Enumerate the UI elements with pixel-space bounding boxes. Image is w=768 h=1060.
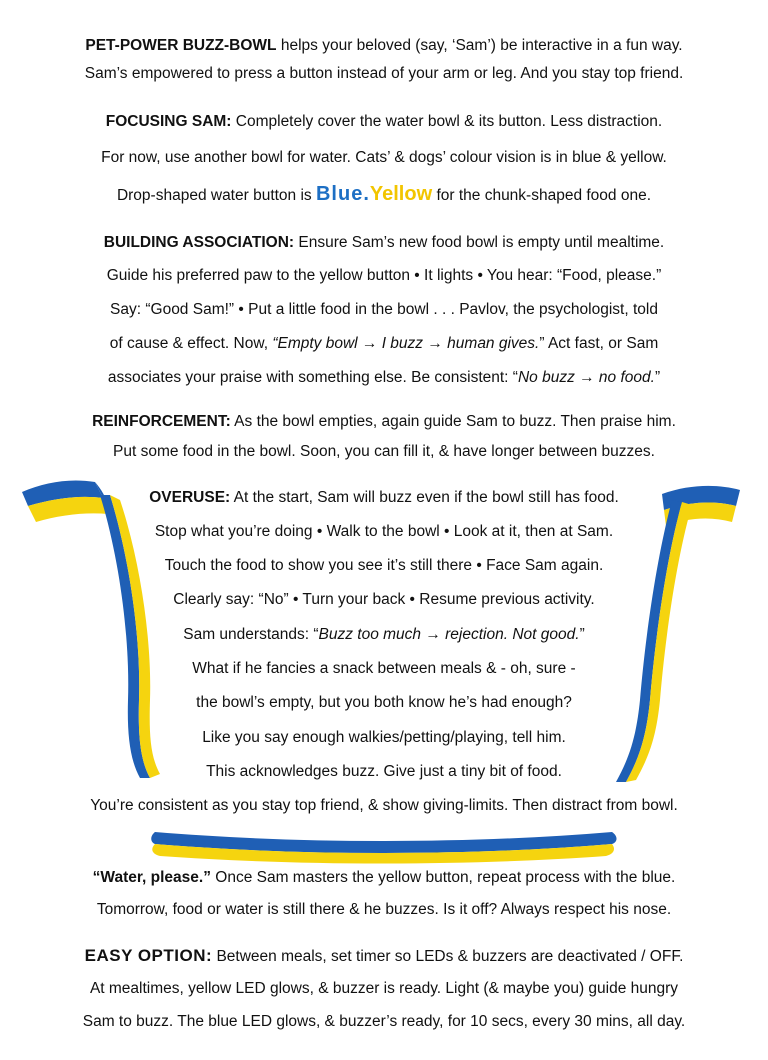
easy-lead: EASY OPTION:: [84, 946, 213, 965]
overuse-line-4: Clearly say: “No” • Turn your back • Resume previous activity.: [173, 591, 595, 608]
bottom-ribbon: [151, 832, 616, 864]
overuse-text: At the start, Sam will buzz even if the bowl still has food.: [230, 489, 619, 506]
association-line-1: [0, 233, 768, 253]
overuse-line-3: Touch the food to show you see it’s still there • Face Sam again.: [164, 557, 604, 574]
association-line-5-italic: No buzz → no food.: [517, 369, 655, 386]
overuse-line-5-end: ”: [579, 626, 585, 643]
blue-word: Blue.: [315, 183, 370, 205]
association-line-2: Guide his preferred paw to the yellow button • It lights • You hear: “Food, please.”: [106, 267, 662, 284]
overuse-line-2: Stop what you’re doing • Walk to the bowl • Look at it, then at Sam.: [154, 523, 614, 540]
focusing-line-1: [0, 112, 768, 132]
overuse-line-6: What if he fancies a snack between meals & - oh, sure -: [192, 660, 576, 677]
easy-line-1: [0, 946, 768, 967]
overuse-lead: OVERUSE:: [149, 489, 231, 506]
easy-line-3: Sam to buzz. The blue LED glows, & buzzer’s ready, for 10 secs, every 30 mins, all day.: [82, 1013, 686, 1030]
association-lead: BUILDING ASSOCIATION:: [103, 234, 295, 251]
overuse-line-9: This acknowledges buzz. Give just a tiny bit of food.: [206, 763, 562, 780]
association-text: Ensure Sam’s new food bowl is empty until mealtime.: [294, 234, 665, 251]
reinforcement-line-2: Put some food in the bowl. Soon, you can fill it, & have longer between buzzes.: [113, 443, 655, 460]
reinforcement-line-1: [0, 412, 768, 432]
water-text: Once Sam masters the yellow button, repeat process with the blue.: [210, 869, 676, 886]
overuse-line-5: [0, 625, 768, 645]
association-line-4-italic: “Empty bowl → I buzz → human gives.: [272, 335, 540, 352]
focusing-text: Completely cover the water bowl & its button. Less distraction.: [231, 113, 663, 130]
overuse-line-5-start: Sam understands: “: [183, 626, 319, 643]
association-line-4: [0, 334, 768, 354]
water-line-2: Tomorrow, food or water is still there & he buzzes. Is it off? Always respect his nose.: [96, 901, 672, 918]
intro-line-1: [0, 36, 768, 56]
association-line-3: Say: “Good Sam!” • Put a little food in the bowl . . . Pavlov, the psychologist, told: [110, 301, 658, 318]
focusing-lead: FOCUSING SAM:: [105, 113, 232, 130]
overuse-line-8: Like you say enough walkies/petting/playing, tell him.: [202, 729, 566, 746]
association-line-5: [0, 368, 768, 388]
overuse-line-5-italic: Buzz too much → rejection. Not good.: [318, 626, 580, 643]
overuse-line-7: the bowl’s empty, but you both know he’s had enough?: [196, 694, 572, 711]
focusing-line-3-start: Drop-shaped water button is: [116, 187, 316, 204]
association-line-5-start: associates your praise with something else. Be consistent: “: [107, 369, 518, 386]
intro-lead: PET-POWER BUZZ-BOWL: [85, 37, 277, 54]
focusing-line-2: For now, use another bowl for water. Cats’ & dogs’ colour vision is in blue & yellow.: [101, 149, 667, 166]
yellow-word: Yellow: [369, 183, 433, 205]
focusing-line-3-end: for the chunk-shaped food one.: [432, 187, 652, 204]
association-line-5-end: ”: [654, 369, 661, 386]
overuse-line-1: [0, 488, 768, 508]
water-line-1: [0, 868, 768, 888]
reinforcement-lead: REINFORCEMENT:: [92, 413, 231, 430]
intro-line-2: Sam’s empowered to press a button instead of your arm or leg. And you stay top friend.: [84, 65, 684, 82]
intro-text: helps your beloved (say, ‘Sam’) be interactive in a fun way.: [276, 37, 683, 54]
easy-text: Between meals, set timer so LEDs & buzzers are deactivated / OFF.: [212, 948, 684, 965]
easy-line-2: At mealtimes, yellow LED glows, & buzzer is ready. Light (& maybe you) guide hungry: [89, 980, 679, 997]
reinforcement-text: As the bowl empties, again guide Sam to buzz. Then praise him.: [230, 413, 676, 430]
association-line-4-end: ” Act fast, or Sam: [539, 335, 659, 352]
water-lead: “Water, please.”: [92, 869, 211, 886]
association-line-4-start: of cause & effect. Now,: [109, 335, 273, 352]
focusing-line-3: [0, 184, 768, 206]
overuse-line-10: You’re consistent as you stay top friend, & show giving-limits. Then distract from bowl.: [90, 797, 678, 814]
